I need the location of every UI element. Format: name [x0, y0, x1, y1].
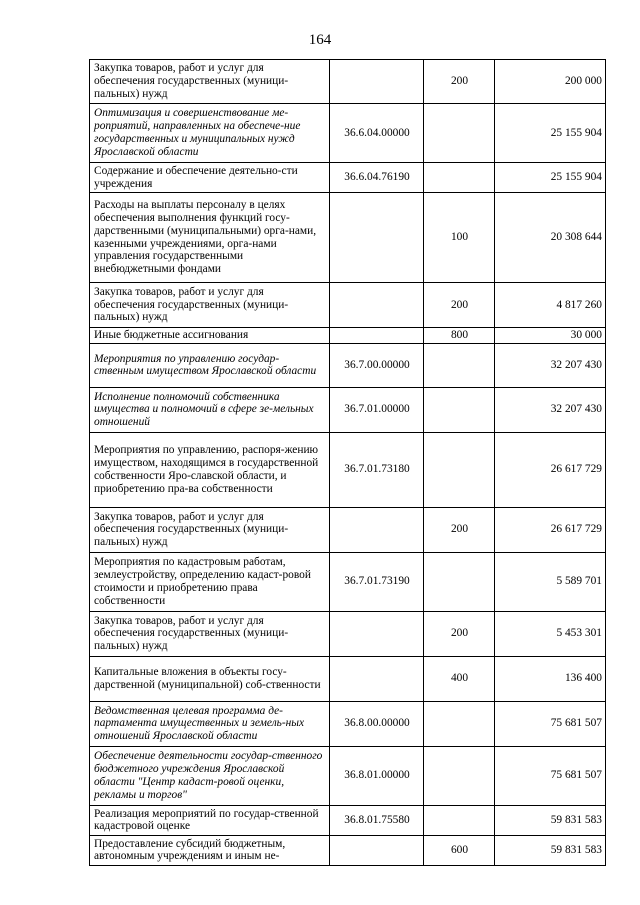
- table-row: [90, 746, 606, 805]
- row-name-cell: Закупка товаров, работ и услуг для обеспечения государственных (муници-пальных) нужд: [90, 60, 330, 104]
- row-code-cell: 36.8.00.00000: [330, 701, 424, 746]
- row-code-cell: [330, 283, 424, 328]
- table-row: [90, 283, 606, 328]
- row-amount-cell: 136 400: [495, 656, 606, 701]
- row-expense-type-cell: 400: [424, 656, 495, 701]
- table-row: [90, 507, 606, 552]
- table-row: [90, 387, 606, 432]
- page-number: 164: [308, 32, 332, 48]
- row-name-cell: Мероприятия по кадастровым работам, землеустройству, определению кадаст-ровой стоимости и приобретению права собственности: [90, 552, 330, 611]
- row-amount-cell: 32 207 430: [495, 343, 606, 387]
- budget-table: [89, 59, 606, 866]
- row-name-cell: Обеспечение деятельности государ-ственного бюджетного учреждения Ярославской области "Центр кадаст-ровой оценки, рекламы и торгов": [90, 746, 330, 805]
- row-expense-type-cell: 600: [424, 835, 495, 865]
- row-name-cell: Мероприятия по управлению, распоря-жению имуществом, находящимся в государственной собственности Яро-славской области, и приобретению пра-ва собственности: [90, 432, 330, 507]
- row-expense-type-cell: [424, 432, 495, 507]
- row-amount-cell: 26 617 729: [495, 507, 606, 552]
- row-expense-type-cell: [424, 746, 495, 805]
- row-expense-type-cell: 100: [424, 193, 495, 283]
- row-code-cell: 36.8.01.00000: [330, 746, 424, 805]
- row-code-cell: [330, 835, 424, 865]
- row-amount-cell: 25 155 904: [495, 163, 606, 193]
- row-amount-cell: 20 308 644: [495, 193, 606, 283]
- row-code-cell: 36.7.01.00000: [330, 387, 424, 432]
- row-code-cell: [330, 60, 424, 104]
- row-expense-type-cell: 200: [424, 507, 495, 552]
- table-row: [90, 432, 606, 507]
- table-row: [90, 343, 606, 387]
- budget-table-body: [90, 60, 606, 866]
- row-name-cell: Предоставление субсидий бюджетным, автономным учреждениям и иным не-: [90, 835, 330, 865]
- row-code-cell: 36.6.04.00000: [330, 104, 424, 163]
- row-expense-type-cell: [424, 343, 495, 387]
- row-code-cell: [330, 328, 424, 344]
- row-amount-cell: 59 831 583: [495, 805, 606, 835]
- row-amount-cell: 200 000: [495, 60, 606, 104]
- row-name-cell: Закупка товаров, работ и услуг для обеспечения государственных (муници-пальных) нужд: [90, 283, 330, 328]
- row-code-cell: 36.7.00.00000: [330, 343, 424, 387]
- row-expense-type-cell: [424, 552, 495, 611]
- row-expense-type-cell: [424, 701, 495, 746]
- row-name-cell: Оптимизация и совершенствование ме-роприятий, направленных на обеспече-ние государственных и муниципальных нужд Ярославской области: [90, 104, 330, 163]
- row-expense-type-cell: 200: [424, 60, 495, 104]
- row-name-cell: Закупка товаров, работ и услуг для обеспечения государственных (муници-пальных) нужд: [90, 507, 330, 552]
- row-name-cell: Закупка товаров, работ и услуг для обеспечения государственных (муници-пальных) нужд: [90, 611, 330, 656]
- table-row: [90, 835, 606, 865]
- table-row: [90, 805, 606, 835]
- table-row: [90, 60, 606, 104]
- row-amount-cell: 59 831 583: [495, 835, 606, 865]
- row-name-cell: Содержание и обеспечение деятельно-сти учреждения: [90, 163, 330, 193]
- table-row: [90, 104, 606, 163]
- row-code-cell: [330, 507, 424, 552]
- row-amount-cell: 32 207 430: [495, 387, 606, 432]
- row-expense-type-cell: 200: [424, 283, 495, 328]
- row-code-cell: [330, 656, 424, 701]
- row-name-cell: Иные бюджетные ассигнования: [90, 328, 330, 344]
- row-expense-type-cell: 800: [424, 328, 495, 344]
- row-code-cell: 36.7.01.73190: [330, 552, 424, 611]
- row-expense-type-cell: [424, 104, 495, 163]
- row-amount-cell: 25 155 904: [495, 104, 606, 163]
- row-expense-type-cell: [424, 163, 495, 193]
- row-name-cell: Мероприятия по управлению государ-ственным имуществом Ярославской области: [90, 343, 330, 387]
- row-amount-cell: 4 817 260: [495, 283, 606, 328]
- table-row: [90, 163, 606, 193]
- row-name-cell: Реализация мероприятий по государ-ственной кадастровой оценке: [90, 805, 330, 835]
- table-row: [90, 193, 606, 283]
- table-row: [90, 328, 606, 344]
- row-expense-type-cell: [424, 387, 495, 432]
- row-amount-cell: 5 589 701: [495, 552, 606, 611]
- row-name-cell: Расходы на выплаты персоналу в целях обеспечения выполнения функций госу-дарственными (муниципальными) орга-нами, казенными учреждениями, орга-нами управления государственными внебюджетными фондами: [90, 193, 330, 283]
- table-row: [90, 552, 606, 611]
- row-code-cell: [330, 611, 424, 656]
- row-name-cell: Капитальные вложения в объекты госу-дарственной (муниципальной) соб-ственности: [90, 656, 330, 701]
- table-row: [90, 611, 606, 656]
- row-amount-cell: 26 617 729: [495, 432, 606, 507]
- row-name-cell: Ведомственная целевая программа де-партамента имущественных и земель-ных отношений Ярославской области: [90, 701, 330, 746]
- row-code-cell: 36.8.01.75580: [330, 805, 424, 835]
- table-row: [90, 701, 606, 746]
- row-code-cell: [330, 193, 424, 283]
- row-name-cell: Исполнение полномочий собственника имущества и полномочий в сфере зе-мельных отношений: [90, 387, 330, 432]
- row-amount-cell: 30 000: [495, 328, 606, 344]
- row-code-cell: 36.7.01.73180: [330, 432, 424, 507]
- row-expense-type-cell: [424, 805, 495, 835]
- row-amount-cell: 75 681 507: [495, 746, 606, 805]
- row-amount-cell: 75 681 507: [495, 701, 606, 746]
- table-row: [90, 656, 606, 701]
- row-amount-cell: 5 453 301: [495, 611, 606, 656]
- row-expense-type-cell: 200: [424, 611, 495, 656]
- row-code-cell: 36.6.04.76190: [330, 163, 424, 193]
